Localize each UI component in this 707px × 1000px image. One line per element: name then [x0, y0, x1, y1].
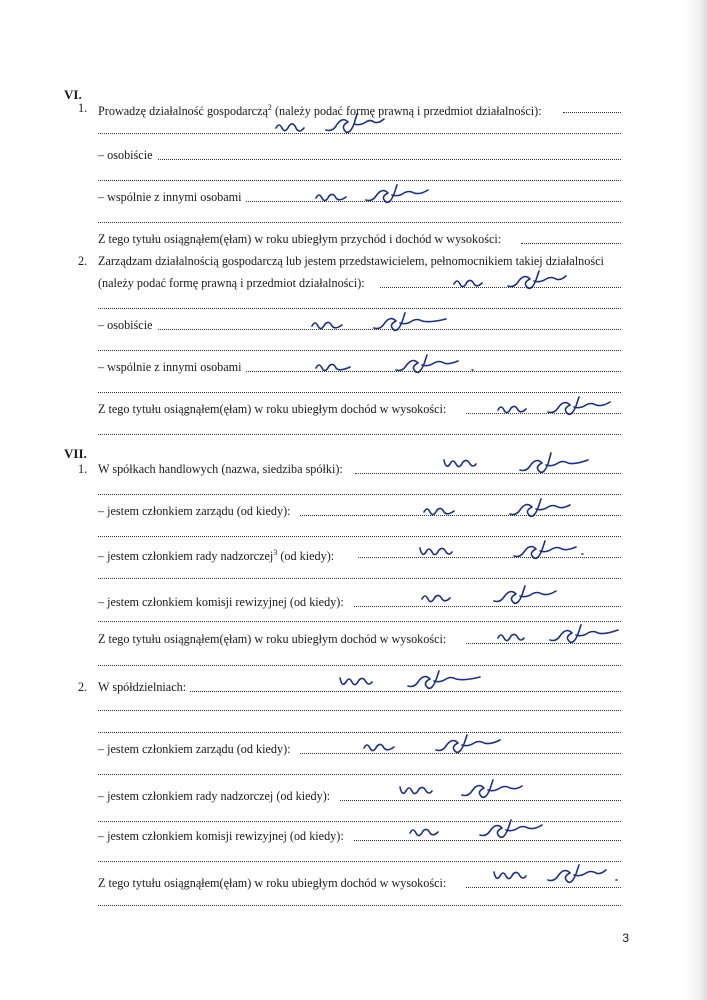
- answer-line: [98, 180, 621, 181]
- answer-line: [563, 112, 621, 113]
- answer-line: [158, 329, 621, 330]
- answer-line: [98, 621, 621, 622]
- answer-line: [98, 578, 621, 579]
- section-vii-item1-board: – jestem członkiem zarządu (od kiedy):: [98, 504, 291, 518]
- answer-line: [466, 413, 621, 414]
- answer-line: [98, 861, 621, 862]
- handwritten-answer: [494, 622, 634, 648]
- answer-line: [340, 800, 621, 801]
- section-vii-item1-income: Z tego tytułu osiągnąłem(ęłam) w roku ubiegłym dochód w wysokości:: [98, 632, 447, 646]
- answer-line: [380, 287, 621, 288]
- section-vii-item1-supervisory: – jestem członkiem rady nadzorczej$^3$ (od kiedy):: [98, 548, 335, 564]
- answer-line: [300, 753, 621, 754]
- section-vii-item1-audit: – jestem członkiem komisji rewizyjnej (od kiedy):: [98, 595, 344, 609]
- section-vii-heading: VII.: [64, 446, 87, 461]
- section-vi-item2-label-cont: (należy podać formę prawną i przedmiot działalności):: [98, 276, 365, 290]
- section-vii-item2-label: W spółdzielniach:: [98, 680, 187, 694]
- answer-line: [98, 536, 621, 537]
- handwritten-answer: [312, 352, 482, 376]
- section-vii-item1-label: W spółkach handlowych (nazwa, siedziba spółki):: [98, 462, 343, 476]
- answer-line: [98, 434, 621, 435]
- answer-line: [98, 710, 621, 711]
- section-vi-item1-income: Z tego tytułu osiągnąłem(ęłam) w roku ubiegłym przychód i dochód w wysokości:: [98, 232, 502, 246]
- answer-line: [358, 557, 621, 558]
- handwritten-answer: [490, 862, 630, 888]
- handwritten-answer: [494, 394, 624, 418]
- section-vii-item2-number: 2.: [78, 680, 88, 694]
- answer-line: [98, 222, 621, 223]
- section-vi-item2-jointly: – wspólnie z innymi osobami: [98, 360, 242, 374]
- section-vi-item1-personal: – osobiście: [98, 148, 153, 162]
- answer-line: [98, 494, 621, 495]
- handwritten-answer: [416, 538, 596, 564]
- section-vi-item2-number: 2.: [78, 254, 88, 268]
- answer-line: [98, 905, 621, 906]
- section-vi-item2-income: Z tego tytułu osiągnąłem(ęłam) w roku ubiegłym dochód w wysokości:: [98, 402, 447, 416]
- section-vi-item2-personal: – osobiście: [98, 318, 153, 332]
- section-vii-item2-supervisory: – jestem członkiem rady nadzorczej (od kiedy):: [98, 789, 331, 803]
- section-vii-item2-board: – jestem członkiem zarządu (od kiedy):: [98, 742, 291, 756]
- answer-line: [98, 308, 621, 309]
- answer-line: [521, 243, 621, 244]
- handwritten-answer: [308, 310, 458, 334]
- handwritten-answer: [360, 732, 520, 758]
- section-vi-heading: VI.: [64, 87, 82, 102]
- answer-line: [98, 774, 621, 775]
- answer-line: [246, 201, 621, 202]
- section-vi-item1-label: Prowadzę działalność gospodarczą$^2$ (należy podać formę prawną i przedmiot działalności):: [98, 103, 542, 119]
- answer-line: [98, 732, 621, 733]
- handwritten-answer: [312, 182, 462, 206]
- handwritten-answer: [450, 268, 580, 292]
- answer-line: [354, 840, 621, 841]
- right-page-edge-shadow: [685, 0, 707, 1000]
- page-number: 3: [622, 931, 629, 945]
- answer-line: [466, 643, 621, 644]
- section-vi-item1-number: 1.: [78, 101, 88, 115]
- section-vii-item2-audit: – jestem członkiem komisji rewizyjnej (od kiedy):: [98, 829, 344, 843]
- answer-line: [355, 473, 621, 474]
- answer-line: [246, 371, 621, 372]
- section-vii-item2-income: Z tego tytułu osiągnąłem(ęłam) w roku ubiegłym dochód w wysokości:: [98, 876, 447, 890]
- section-vii-item1-number: 1.: [78, 462, 88, 476]
- answer-line: [98, 392, 621, 393]
- answer-line: [158, 159, 621, 160]
- answer-line: [98, 350, 621, 351]
- section-vi-item2-label: Zarządzam działalnością gospodarczą lub jestem przedstawicielem, pełnomocnikiem takiej działalności: [98, 254, 604, 268]
- answer-line: [98, 133, 621, 134]
- answer-line: [98, 665, 621, 666]
- answer-line: [190, 691, 621, 692]
- handwritten-answer: [420, 496, 590, 522]
- answer-line: [98, 821, 621, 822]
- answer-line: [466, 887, 621, 888]
- section-vi-item1-jointly: – wspólnie z innymi osobami: [98, 190, 242, 204]
- answer-line: [300, 515, 621, 516]
- answer-line: [354, 606, 621, 607]
